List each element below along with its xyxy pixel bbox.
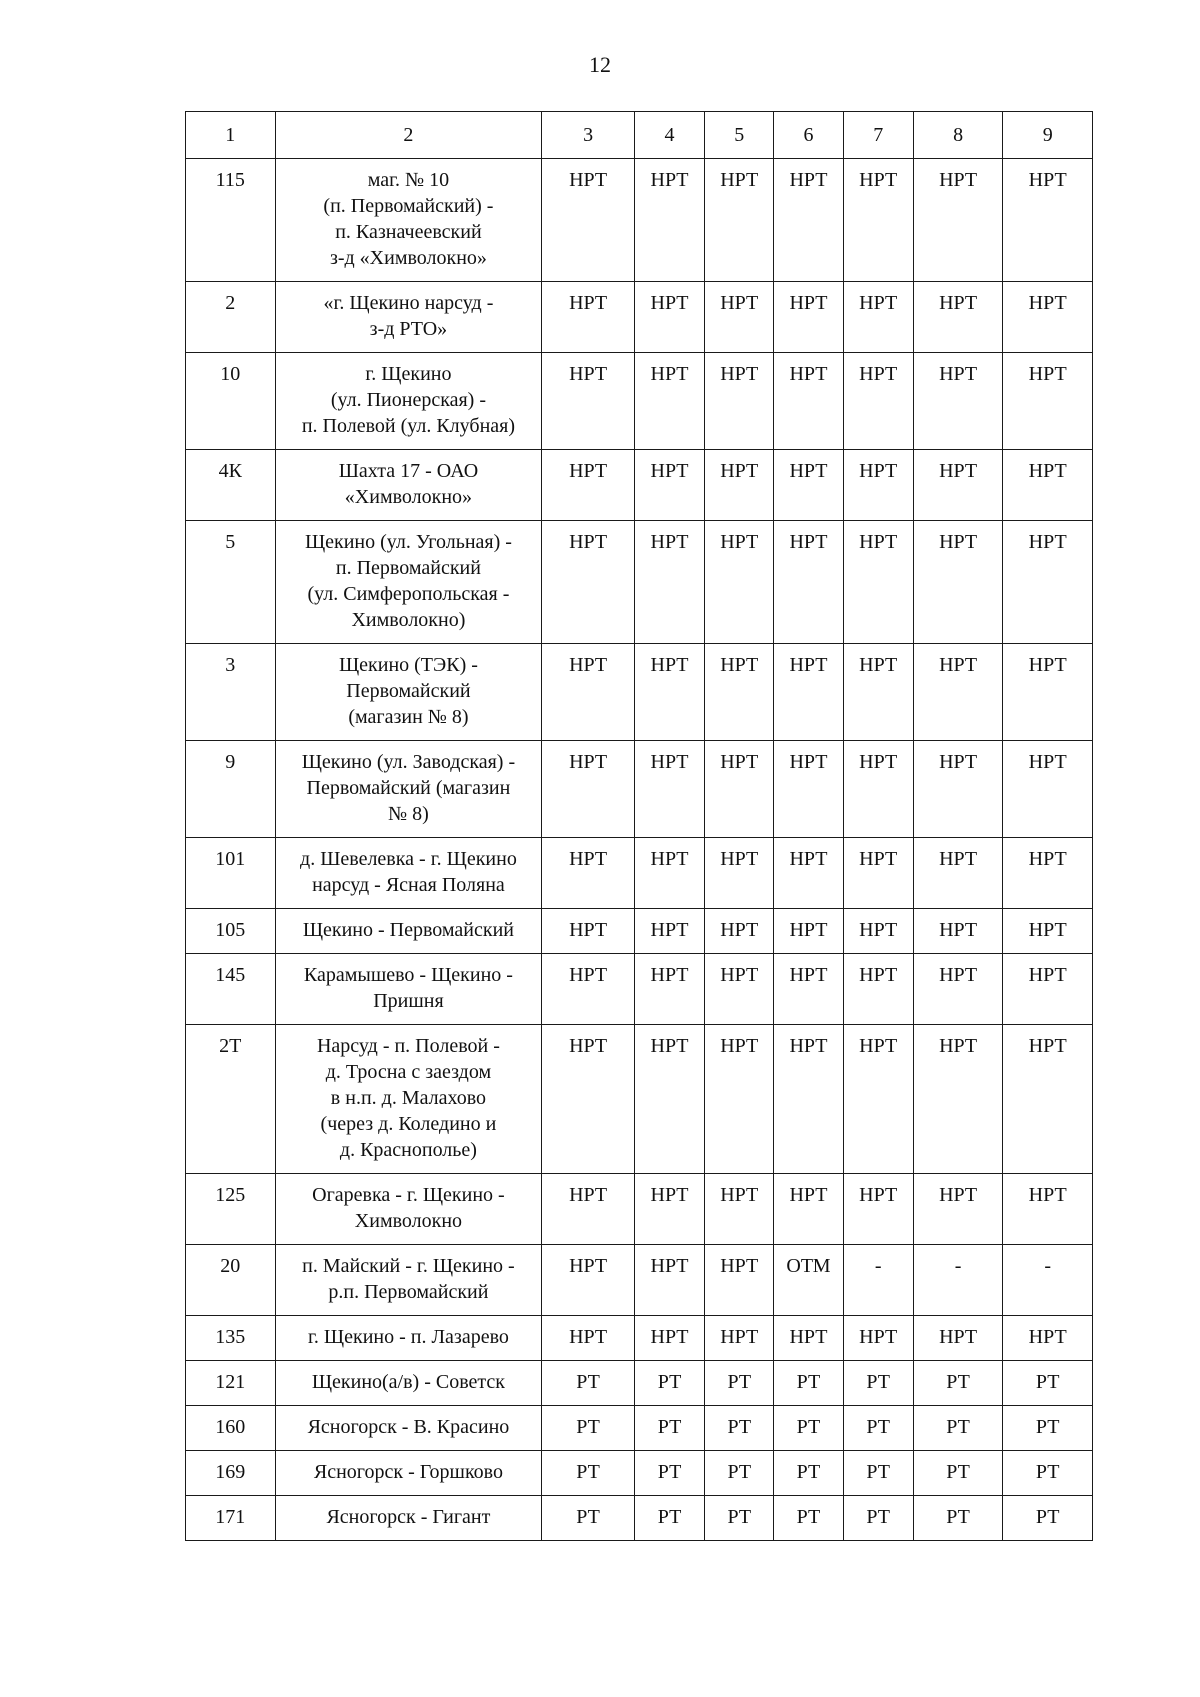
route-name-cell: Карамышево - Щекино - Пришня bbox=[275, 954, 542, 1025]
status-cell: НРТ bbox=[1003, 741, 1093, 838]
status-cell: НРТ bbox=[774, 954, 843, 1025]
status-cell: НРТ bbox=[542, 353, 635, 450]
table-row bbox=[186, 1174, 1093, 1245]
table-row bbox=[186, 644, 1093, 741]
status-cell: РТ bbox=[913, 1406, 1003, 1451]
status-cell: НРТ bbox=[1003, 450, 1093, 521]
route-name-cell: Щекино (ул. Заводская) - Первомайский (магазин № 8) bbox=[275, 741, 542, 838]
route-number-cell: 2 bbox=[186, 282, 276, 353]
status-cell: НРТ bbox=[843, 159, 913, 282]
status-cell: НРТ bbox=[634, 159, 704, 282]
status-cell: НРТ bbox=[634, 1245, 704, 1316]
status-cell: НРТ bbox=[542, 741, 635, 838]
route-name-cell: Нарсуд - п. Полевой - д. Тросна с заездом в н.п. д. Малахово (через д. Коледино и д. Краснополье) bbox=[275, 1025, 542, 1174]
status-cell: НРТ bbox=[542, 1316, 635, 1361]
table-row bbox=[186, 909, 1093, 954]
status-cell: РТ bbox=[774, 1406, 843, 1451]
status-cell: НРТ bbox=[913, 741, 1003, 838]
status-cell: НРТ bbox=[774, 838, 843, 909]
status-cell: НРТ bbox=[774, 159, 843, 282]
status-cell: НРТ bbox=[542, 282, 635, 353]
status-cell: НРТ bbox=[774, 741, 843, 838]
status-cell: НРТ bbox=[843, 954, 913, 1025]
status-cell: РТ bbox=[1003, 1496, 1093, 1541]
route-number-cell: 115 bbox=[186, 159, 276, 282]
column-header: 2 bbox=[275, 112, 542, 159]
route-number-cell: 101 bbox=[186, 838, 276, 909]
route-name-cell: Ясногорск - Горшково bbox=[275, 1451, 542, 1496]
status-cell: НРТ bbox=[705, 353, 774, 450]
status-cell: НРТ bbox=[1003, 954, 1093, 1025]
status-cell: НРТ bbox=[634, 450, 704, 521]
table-row bbox=[186, 159, 1093, 282]
status-cell: НРТ bbox=[843, 282, 913, 353]
status-cell: НРТ bbox=[1003, 909, 1093, 954]
status-cell: НРТ bbox=[1003, 1174, 1093, 1245]
status-cell: НРТ bbox=[913, 1316, 1003, 1361]
status-cell: РТ bbox=[542, 1496, 635, 1541]
column-header: 9 bbox=[1003, 112, 1093, 159]
status-cell: НРТ bbox=[774, 1174, 843, 1245]
status-cell: НРТ bbox=[705, 644, 774, 741]
status-cell: НРТ bbox=[843, 644, 913, 741]
route-number-cell: 3 bbox=[186, 644, 276, 741]
status-cell: НРТ bbox=[774, 282, 843, 353]
status-cell: НРТ bbox=[542, 909, 635, 954]
status-cell: РТ bbox=[1003, 1361, 1093, 1406]
route-name-cell: г. Щекино (ул. Пионерская) - п. Полевой (ул. Клубная) bbox=[275, 353, 542, 450]
status-cell: РТ bbox=[705, 1406, 774, 1451]
routes-table-body bbox=[186, 159, 1093, 1541]
status-cell: НРТ bbox=[913, 954, 1003, 1025]
status-cell: НРТ bbox=[634, 353, 704, 450]
route-name-cell: д. Шевелевка - г. Щекино нарсуд - Ясная Поляна bbox=[275, 838, 542, 909]
status-cell: РТ bbox=[705, 1361, 774, 1406]
status-cell: НРТ bbox=[774, 521, 843, 644]
status-cell: РТ bbox=[542, 1451, 635, 1496]
status-cell: НРТ bbox=[1003, 644, 1093, 741]
status-cell: НРТ bbox=[913, 644, 1003, 741]
status-cell: РТ bbox=[913, 1496, 1003, 1541]
status-cell: РТ bbox=[634, 1451, 704, 1496]
table-row bbox=[186, 1451, 1093, 1496]
status-cell: РТ bbox=[542, 1406, 635, 1451]
status-cell: НРТ bbox=[843, 353, 913, 450]
table-row bbox=[186, 450, 1093, 521]
status-cell: НРТ bbox=[705, 909, 774, 954]
column-header: 3 bbox=[542, 112, 635, 159]
table-row bbox=[186, 1496, 1093, 1541]
header-row bbox=[186, 112, 1093, 159]
status-cell: НРТ bbox=[913, 909, 1003, 954]
status-cell: НРТ bbox=[913, 450, 1003, 521]
status-cell: НРТ bbox=[705, 282, 774, 353]
status-cell: - bbox=[913, 1245, 1003, 1316]
route-number-cell: 121 bbox=[186, 1361, 276, 1406]
status-cell: НРТ bbox=[705, 1025, 774, 1174]
status-cell: НРТ bbox=[634, 282, 704, 353]
status-cell: НРТ bbox=[843, 1174, 913, 1245]
status-cell: РТ bbox=[913, 1361, 1003, 1406]
route-number-cell: 135 bbox=[186, 1316, 276, 1361]
status-cell: НРТ bbox=[634, 741, 704, 838]
status-cell: НРТ bbox=[542, 644, 635, 741]
table-row bbox=[186, 838, 1093, 909]
status-cell: НРТ bbox=[705, 159, 774, 282]
status-cell: РТ bbox=[1003, 1451, 1093, 1496]
table-row bbox=[186, 353, 1093, 450]
status-cell: НРТ bbox=[634, 521, 704, 644]
table-row bbox=[186, 1025, 1093, 1174]
status-cell: НРТ bbox=[774, 1316, 843, 1361]
status-cell: НРТ bbox=[542, 1174, 635, 1245]
route-name-cell: Огаревка - г. Щекино - Химволокно bbox=[275, 1174, 542, 1245]
route-number-cell: 169 bbox=[186, 1451, 276, 1496]
status-cell: НРТ bbox=[913, 159, 1003, 282]
status-cell: НРТ bbox=[843, 909, 913, 954]
status-cell: НРТ bbox=[774, 644, 843, 741]
status-cell: НРТ bbox=[1003, 159, 1093, 282]
table-row bbox=[186, 741, 1093, 838]
status-cell: НРТ bbox=[913, 1025, 1003, 1174]
column-header: 8 bbox=[913, 112, 1003, 159]
route-number-cell: 2Т bbox=[186, 1025, 276, 1174]
status-cell: НРТ bbox=[1003, 838, 1093, 909]
status-cell: НРТ bbox=[634, 644, 704, 741]
status-cell: НРТ bbox=[542, 1025, 635, 1174]
status-cell: НРТ bbox=[843, 521, 913, 644]
status-cell: НРТ bbox=[843, 1025, 913, 1174]
table-row bbox=[186, 1316, 1093, 1361]
status-cell: НРТ bbox=[705, 521, 774, 644]
status-cell: РТ bbox=[843, 1406, 913, 1451]
route-number-cell: 145 bbox=[186, 954, 276, 1025]
table-row bbox=[186, 521, 1093, 644]
status-cell: НРТ bbox=[634, 1025, 704, 1174]
status-cell: НРТ bbox=[1003, 1316, 1093, 1361]
table-row bbox=[186, 1406, 1093, 1451]
route-name-cell: «г. Щекино нарсуд - з-д РТО» bbox=[275, 282, 542, 353]
route-name-cell: Ясногорск - В. Красино bbox=[275, 1406, 542, 1451]
status-cell: НРТ bbox=[705, 1174, 774, 1245]
status-cell: РТ bbox=[774, 1496, 843, 1541]
route-name-cell: Щекино (ТЭК) - Первомайский (магазин № 8) bbox=[275, 644, 542, 741]
status-cell: НРТ bbox=[634, 1174, 704, 1245]
status-cell: НРТ bbox=[542, 450, 635, 521]
status-cell: РТ bbox=[843, 1451, 913, 1496]
route-number-cell: 10 bbox=[186, 353, 276, 450]
status-cell: НРТ bbox=[705, 838, 774, 909]
route-number-cell: 20 bbox=[186, 1245, 276, 1316]
status-cell: НРТ bbox=[1003, 353, 1093, 450]
status-cell: НРТ bbox=[705, 741, 774, 838]
status-cell: НРТ bbox=[542, 838, 635, 909]
status-cell: НРТ bbox=[705, 1245, 774, 1316]
page-number: 12 bbox=[589, 52, 611, 77]
route-name-cell: Щекино - Первомайский bbox=[275, 909, 542, 954]
status-cell: НРТ bbox=[774, 450, 843, 521]
status-cell: НРТ bbox=[843, 1316, 913, 1361]
status-cell: РТ bbox=[774, 1451, 843, 1496]
status-cell: НРТ bbox=[634, 954, 704, 1025]
status-cell: НРТ bbox=[634, 1316, 704, 1361]
status-cell: РТ bbox=[843, 1361, 913, 1406]
column-header: 7 bbox=[843, 112, 913, 159]
status-cell: НРТ bbox=[542, 1245, 635, 1316]
status-cell: НРТ bbox=[1003, 521, 1093, 644]
route-name-cell: маг. № 10 (п. Первомайский) - п. Казначеевский з-д «Химволокно» bbox=[275, 159, 542, 282]
route-name-cell: Щекино(а/в) - Советск bbox=[275, 1361, 542, 1406]
status-cell: НРТ bbox=[542, 159, 635, 282]
route-name-cell: г. Щекино - п. Лазарево bbox=[275, 1316, 542, 1361]
route-number-cell: 9 bbox=[186, 741, 276, 838]
status-cell: НРТ bbox=[913, 521, 1003, 644]
status-cell: НРТ bbox=[774, 909, 843, 954]
status-cell: РТ bbox=[843, 1496, 913, 1541]
column-header: 6 bbox=[774, 112, 843, 159]
status-cell: ОТМ bbox=[774, 1245, 843, 1316]
status-cell: НРТ bbox=[843, 741, 913, 838]
route-number-cell: 171 bbox=[186, 1496, 276, 1541]
status-cell: НРТ bbox=[913, 282, 1003, 353]
route-name-cell: п. Майский - г. Щекино - р.п. Первомайский bbox=[275, 1245, 542, 1316]
route-number-cell: 105 bbox=[186, 909, 276, 954]
status-cell: НРТ bbox=[774, 353, 843, 450]
status-cell: НРТ bbox=[1003, 282, 1093, 353]
status-cell: НРТ bbox=[705, 954, 774, 1025]
status-cell: НРТ bbox=[774, 1025, 843, 1174]
routes-table bbox=[185, 111, 1093, 1541]
status-cell: НРТ bbox=[913, 353, 1003, 450]
status-cell: РТ bbox=[634, 1496, 704, 1541]
route-number-cell: 4К bbox=[186, 450, 276, 521]
route-name-cell: Ясногорск - Гигант bbox=[275, 1496, 542, 1541]
status-cell: НРТ bbox=[843, 450, 913, 521]
column-header: 4 bbox=[634, 112, 704, 159]
table-row bbox=[186, 954, 1093, 1025]
status-cell: НРТ bbox=[913, 838, 1003, 909]
status-cell: РТ bbox=[774, 1361, 843, 1406]
status-cell: - bbox=[1003, 1245, 1093, 1316]
column-header: 5 bbox=[705, 112, 774, 159]
status-cell: НРТ bbox=[634, 838, 704, 909]
status-cell: НРТ bbox=[913, 1174, 1003, 1245]
status-cell: НРТ bbox=[634, 909, 704, 954]
column-header: 1 bbox=[186, 112, 276, 159]
route-number-cell: 160 bbox=[186, 1406, 276, 1451]
status-cell: РТ bbox=[913, 1451, 1003, 1496]
status-cell: РТ bbox=[634, 1361, 704, 1406]
route-name-cell: Щекино (ул. Угольная) - п. Первомайский (ул. Симферопольская - Химволокно) bbox=[275, 521, 542, 644]
status-cell: РТ bbox=[705, 1496, 774, 1541]
status-cell: РТ bbox=[634, 1406, 704, 1451]
table-row bbox=[186, 1245, 1093, 1316]
table-row bbox=[186, 282, 1093, 353]
table-row bbox=[186, 1361, 1093, 1406]
status-cell: РТ bbox=[542, 1361, 635, 1406]
status-cell: РТ bbox=[705, 1451, 774, 1496]
route-name-cell: Шахта 17 - ОАО «Химволокно» bbox=[275, 450, 542, 521]
route-number-cell: 125 bbox=[186, 1174, 276, 1245]
status-cell: НРТ bbox=[843, 838, 913, 909]
status-cell: НРТ bbox=[542, 954, 635, 1025]
status-cell: НРТ bbox=[1003, 1025, 1093, 1174]
status-cell: НРТ bbox=[705, 450, 774, 521]
route-number-cell: 5 bbox=[186, 521, 276, 644]
status-cell: - bbox=[843, 1245, 913, 1316]
status-cell: НРТ bbox=[705, 1316, 774, 1361]
status-cell: РТ bbox=[1003, 1406, 1093, 1451]
status-cell: НРТ bbox=[542, 521, 635, 644]
